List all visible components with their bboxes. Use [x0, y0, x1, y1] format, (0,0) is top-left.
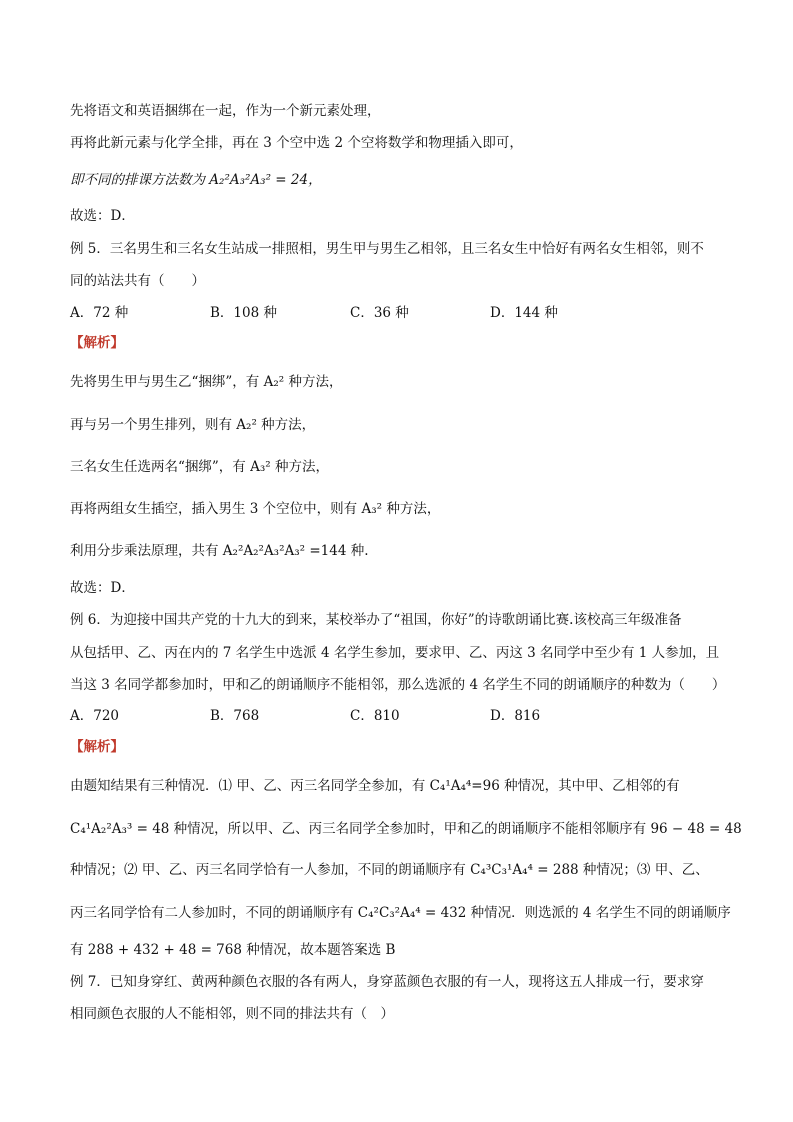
- example-5-question: 例 5．三名男生和三名女生站成一排照相，男生甲与男生乙相邻，且三名女生中恰好有两名女生相邻，则不: [70, 241, 704, 257]
- option-b: B．108 种: [210, 305, 277, 321]
- solution-line: C₄¹A₂²A₃³ = 48 种情况，所以甲、乙、丙三名同学全参加时，甲和乙的朗诵顺序不能相邻顺序有 96 − 48 = 48: [70, 821, 742, 837]
- solution-line: 种情况；⑵ 甲、乙、丙三名同学恰有一人参加，不同的朗诵顺序有 C₄³C₃¹A₄⁴ = 288 种情况；⑶ 甲、乙、: [70, 862, 709, 878]
- text-line: 再将两组女生插空，插入男生 3 个空位中，则有 A₃² 种方法，: [70, 501, 441, 517]
- option-a: A．72 种: [70, 305, 129, 321]
- example-5-question: 同的站法共有（ ）: [70, 273, 205, 289]
- formula-line: 即不同的排课方法数为 A₂²A₃²A₃² = 24，: [70, 172, 322, 188]
- option-c: C．810: [350, 708, 400, 724]
- example-6-question: 例 6．为迎接中国共产党的十九大的到来，某校举办了“祖国，你好”的诗歌朗诵比赛.该校高三年级准备: [70, 612, 682, 628]
- text-line: 先将语文和英语捆绑在一起，作为一个新元素处理，: [70, 103, 381, 119]
- text-line: 再将此新元素与化学全排，再在 3 个空中选 2 个空将数学和物理插入即可，: [70, 135, 523, 151]
- solution-line: 丙三名同学恰有二人参加时，不同的朗诵顺序有 C₄²C₃²A₄⁴ = 432 种情况．则选派的 4 名学生不同的朗诵顺序: [70, 905, 731, 921]
- example-7-question: 例 7．已知身穿红、黄两种颜色衣服的各有两人，身穿蓝颜色衣服的有一人，现将这五人排成一行，要求穿: [70, 974, 704, 990]
- option-a: A．720: [70, 708, 120, 724]
- solution-line: 由题知结果有三种情况．⑴ 甲、乙、丙三名同学全参加，有 C₄¹A₄⁴=96 种情况，其中甲、乙相邻的有: [70, 778, 680, 794]
- example-6-question: 当这 3 名同学都参加时，甲和乙的朗诵顺序不能相邻，那么选派的 4 名学生不同的朗诵顺序的种数为（ ）: [70, 677, 726, 693]
- text-line: 故选：D．: [70, 580, 135, 596]
- option-c: C．36 种: [350, 305, 409, 321]
- example-7-question: 相同颜色衣服的人不能相邻，则不同的排法共有（ ）: [70, 1006, 394, 1022]
- text-line: 再与另一个男生排列，则有 A₂² 种方法，: [70, 417, 316, 433]
- text-line: 先将男生甲与男生乙“捆绑”，有 A₂² 种方法，: [70, 374, 343, 390]
- text-line: 利用分步乘法原理，共有 A₂²A₂²A₃²A₃² =144 种.: [70, 543, 369, 559]
- option-d: D．816: [490, 708, 541, 724]
- solution-line: 有 288 + 432 + 48 = 768 种情况，故本题答案选 B: [70, 942, 396, 958]
- analysis-tag: 【解析】: [70, 739, 124, 755]
- text-line: 三名女生任选两名“捆绑”，有 A₃² 种方法，: [70, 459, 329, 475]
- option-d: D．144 种: [490, 305, 558, 321]
- analysis-tag: 【解析】: [70, 335, 124, 351]
- option-b: B．768: [210, 708, 260, 724]
- text-line: 故选：D．: [70, 208, 135, 224]
- example-6-question: 从包括甲、乙、丙在内的 7 名学生中选派 4 名学生参加，要求甲、乙、丙这 3 名同学中至少有 1 人参加，且: [70, 645, 720, 661]
